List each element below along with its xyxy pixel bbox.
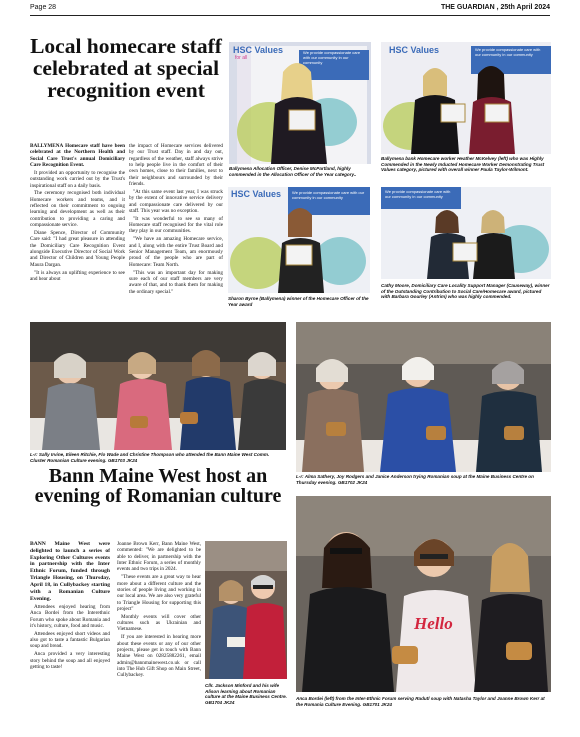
story1-paragraph: "It is always an uplifting experience to see and hear about — [30, 269, 125, 282]
story1-paragraph: The ceremony recognised both individual Homecare workers and teams, and it reflected on their commitment to ongoing learning and development as well as their contribution to providing a caring and compassionate service. — [30, 190, 125, 229]
caption-2: Ballymena bank Homecare worker Heather McKelvey (left) who was Highly Commended in the Newly Inducted Homecare Worker Demonstrating Trust Values category, pictured with overall winner Paula Taylor-Wilmont. — [381, 156, 545, 172]
banner-slogan: We provide compassionate care with our community in our community — [292, 190, 365, 200]
page-number: Page 28 — [30, 4, 57, 11]
caption-3: Sharon Byrne (Ballymena) winner of the Homecare Officer of the Year award — [228, 296, 369, 307]
event-photo-1 — [30, 322, 286, 450]
story1-column-2 — [129, 143, 223, 323]
story2-paragraph: "These events are a great way to hear more about a different culture and the stories of people living and working in our local area. We are also very grateful to Triangle Housing for supporting this project" — [117, 574, 201, 612]
story2-lead: BANN Maine West were delighted to launch a series of Exploring Other Cultures events in partnership with the Inter Ethnic Forum, funded through Triangle Housing, on Thursday, April 18, in Cullybackey starting with a Romanian Culture Evening. — [30, 541, 110, 602]
banner-title: HSC Values — [231, 189, 282, 199]
story1-paragraph: It provided an opportunity to recognise the outstanding work carried out by the Trust's inspirational staff on a daily basis. — [30, 169, 125, 189]
story2-paragraph: Monthly events will cover other cultures such as Ukrainian and Vietnamese. — [117, 613, 201, 633]
story1-paragraph: "We have an amazing Homecare service, and I, along with the entire Trust Board and Senior Management Team, am enormously proud of the people who are part of Homecare: Team North. — [129, 236, 223, 268]
event-photo-4 — [296, 496, 551, 692]
event-photo-3 — [205, 541, 287, 679]
story2-headline: Bann Maine West host an evening of Romanian culture — [34, 465, 282, 508]
banner-title: HSC Values — [389, 45, 440, 55]
story1-paragraph: "It was wonderful to see so many of Homecare staff recognised for the vital role they play in our communities. — [129, 215, 223, 235]
paper-dateline: THE GUARDIAN , 25th April 2024 — [440, 4, 550, 11]
story2-paragraph: Attendees enjoyed short videos and also got to taste a fantastic Bulgarian soup and bread. — [30, 630, 110, 650]
award-photo-4 — [381, 187, 551, 279]
banner-title: HSC Values — [233, 45, 284, 55]
event-photo-2 — [296, 322, 551, 472]
award-photo-1 — [229, 42, 371, 164]
award-photo-3 — [228, 187, 370, 293]
award-photo-2 — [381, 42, 551, 154]
story1-paragraph: Diane Spence, Director of Community Care said: "I had great pleasure in attending the Domiciliary Care Recognition Event alongside Executive Director of Social Work and Director of Children and Young People Maura Dargan. — [30, 229, 125, 268]
story2-paragraph: Anca provided a very interesting story behind the soup and all enjoyed getting to taste! — [30, 651, 110, 670]
story1-lead: BALLYMENA Homecare staff have been celebrated at the Northern Health and Social Care Trust's annual Domiciliary Care Recognition Event. — [30, 143, 125, 169]
caption-4: Cathy Moore, Domiciliary Care Locality Support Manager (Causeway), winner of the Outstanding Contribution to Social Care/Homecare award, pictured with Barbara Gourley (Antrim) who was highly commended. — [381, 283, 550, 299]
banner-slogan: We provide compassionate care with our community in our community — [303, 50, 361, 65]
banner-subtitle: for all — [235, 55, 248, 61]
banner-slogan: We provide compassionate care with our community in our community — [385, 189, 451, 199]
story1-headline: Local homecare staff celebrated at special recognition event — [30, 34, 222, 102]
banner-slogan: We provide compassionate care with our community in our community — [475, 47, 541, 57]
story2-paragraph: Joanne Brown Kerr, Bann Maine West, commented: "We are delighted to be able to deliver, in partnership with the Inter Ethnic Forum, a series of monthly events and two trips in 2024. — [117, 541, 201, 573]
story1-paragraph: "At this same event last year, I was struck by the extent of innovative service delivery and compassionate care delivered by our staff. This year was no exception. — [129, 188, 223, 214]
story2-column-1 — [30, 541, 110, 733]
folio-bar — [30, 4, 550, 16]
caption-6: L-r: Alma Sathery, Joy Rodgers and Janice Anderson trying Romanian soup at the Maine Business Centre on Thursday evening. GB1702 JK24 — [296, 474, 534, 485]
story1-column-1 — [30, 143, 125, 323]
story2-paragraph: If you are interested in hearing more about these events or any of our other projects, please get in touch with Bann Maine West on 02825882261, email admin@bannmainewest.co.uk or call into The Hub Gift Shop on Main Street, Cullybackey. — [117, 634, 201, 679]
jumper-lettering: Hello — [414, 614, 453, 633]
story2-column-2 — [117, 541, 201, 733]
caption-7: Cllr. Jackson Minford and his wife Alison learning about Romanian culture at the Maine Business Centre. GB1704 JK24 — [205, 683, 287, 705]
caption-8: Anca Bordei (left) from the Inter-Ethnic Forum serving Radutl soup with Natasha Taylor and Joanne Brown Kerr at the Romania Culture Evening. GB1701 JK24 — [296, 696, 545, 707]
story2-paragraph: Attendees enjoyed hearing from Anca Bordei from the Interethnic Forum who spoke about Romania and it's history, culture, food and music. — [30, 603, 110, 629]
story1-paragraph: the impact of Homecare services delivered by our Trust staff. Day in and day out, regardless of the weather, staff always strive to help people live in the comfort of their own homes, close to their families, next to their neighbours and surrounded by their friends. — [129, 143, 223, 188]
story1-paragraph: "This was an important day for making sure each of our staff members are very aware of that, and to thank them for making the ordinary special." — [129, 269, 223, 295]
caption-5: L-r: Sally Irvine, Eileen Ritchie, Flo Wade and Christine Thompson who attended the Bann Maine West Comm. Cluster Romanian Culture evening. GB1703 JK24 — [30, 452, 270, 463]
caption-1: Ballymena Allocation Officer, Denise McPartland, highly commended in the Allocation Officer of the Year category.. — [229, 166, 357, 177]
